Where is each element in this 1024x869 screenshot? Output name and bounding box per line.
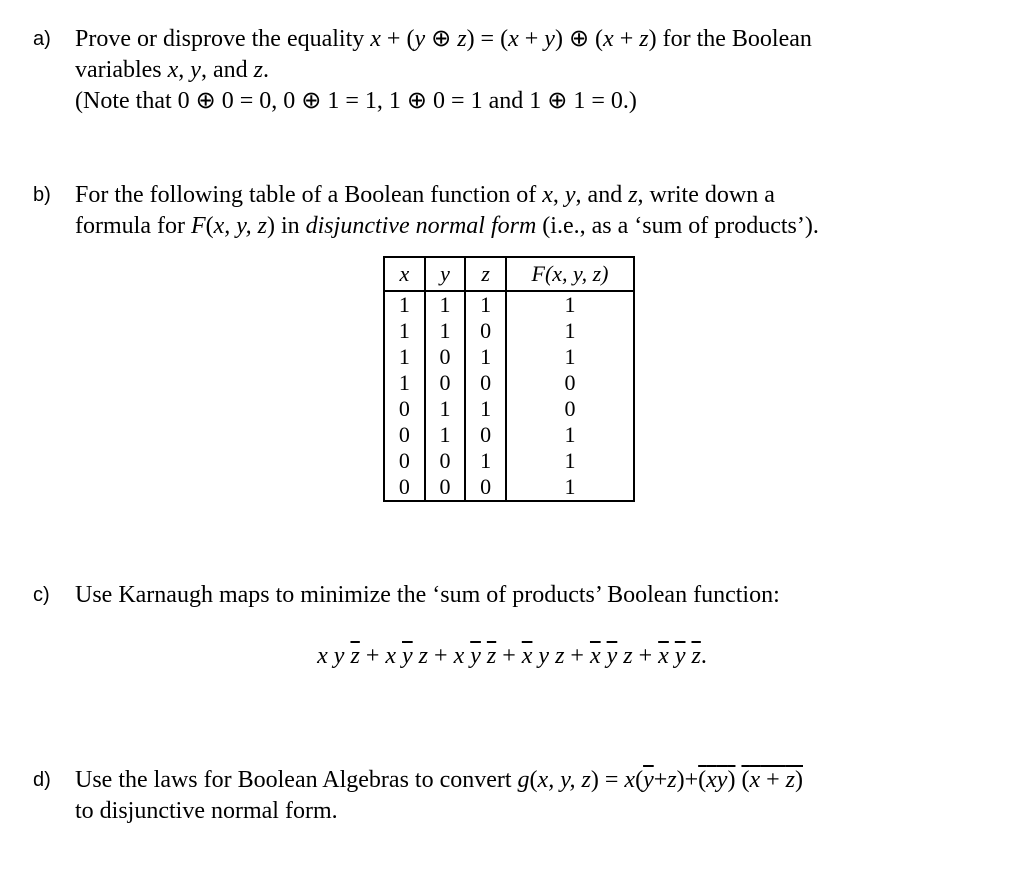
text-segment: ) = ( (466, 26, 509, 52)
text-segment: Prove or disprove the equality (75, 26, 371, 52)
text-segment: x (167, 57, 179, 83)
text-segment: $\overline{y}$ (716, 767, 728, 793)
text-segment: $\overline{y}$ (470, 643, 481, 669)
table-cell: 1 (506, 344, 634, 370)
text-segment: $\overline{z}$ (785, 767, 795, 793)
text-segment: )+ (676, 767, 699, 793)
table-cell: 0 (384, 474, 425, 501)
table-cell: 1 (384, 318, 425, 344)
text-segment: $\overline{y}$ (674, 643, 686, 669)
table-cell: 0 (425, 448, 466, 474)
table-cell: 1 (384, 291, 425, 318)
table-row (384, 370, 634, 396)
table-cell: 0 (384, 422, 425, 448)
sop-formula (0, 641, 1024, 671)
text-segment: x (508, 26, 519, 52)
part-d-label: d) (33, 769, 51, 791)
table-cell: 1 (384, 344, 425, 370)
text-segment: + ( (380, 26, 415, 52)
text-segment: ) ⊕ ( (554, 26, 604, 52)
table-row (384, 291, 634, 318)
table-cell: 0 (465, 474, 506, 501)
text-segment: + (760, 767, 786, 793)
text-segment: + (632, 643, 659, 669)
text-segment: $\overline{x}$ (706, 767, 717, 793)
text-segment: z (617, 643, 633, 669)
table-cell: 1 (425, 422, 466, 448)
part-b-label: b) (33, 184, 51, 206)
text-segment: y (544, 26, 555, 52)
text-segment: disjunctive normal form (305, 213, 537, 239)
text-segment: + (613, 26, 640, 52)
table-cell: 1 (384, 370, 425, 396)
table-cell: 0 (465, 370, 506, 396)
text-segment: z (667, 767, 677, 793)
part-a-line (75, 55, 269, 85)
text-segment: ( (741, 767, 750, 793)
text-segment: + (518, 26, 545, 52)
table-cell: 0 (465, 422, 506, 448)
table-cell: 0 (425, 370, 466, 396)
text-segment: Use the laws for Boolean Algebras to convert (75, 767, 518, 793)
part-a-line (75, 86, 637, 116)
text-segment: ) = (590, 767, 625, 793)
text-segment: ) (727, 767, 736, 793)
text-segment: x y (317, 643, 351, 669)
text-segment: x (624, 767, 636, 793)
table-row (384, 448, 634, 474)
text-segment: , and (200, 57, 254, 83)
text-segment: $\overline{y}$ (643, 767, 654, 793)
text-segment: $\overline{z}$ (486, 643, 497, 669)
text-segment: Use Karnaugh maps to minimize the ‘sum of products’ Boolean function: (75, 582, 780, 608)
header-z: z (465, 257, 506, 291)
text-segment: + (359, 643, 386, 669)
part-d-line (75, 796, 338, 826)
text-segment: z (628, 182, 638, 208)
table-cell: 1 (465, 344, 506, 370)
table-cell: 0 (465, 318, 506, 344)
text-segment: + (653, 767, 668, 793)
part-b-line (75, 211, 819, 241)
table-row (384, 344, 634, 370)
text-segment: z (457, 26, 467, 52)
table-cell: 1 (506, 291, 634, 318)
text-segment: $\overline{x}$ (658, 643, 669, 669)
text-segment: g (517, 767, 530, 793)
text-segment: ) (795, 767, 803, 793)
text-segment: x (370, 26, 381, 52)
table-cell: 1 (465, 448, 506, 474)
table-cell: 1 (506, 448, 634, 474)
header-f: F(x, y, z) (506, 257, 634, 291)
text-segment: $\overline{z}$ (350, 643, 360, 669)
text-segment: , (552, 182, 565, 208)
text-segment: z (412, 643, 429, 669)
part-a-line (75, 24, 812, 54)
text-segment: variables (75, 57, 168, 83)
text-segment: $\overline{y}$ (402, 643, 413, 669)
part-c-label: c) (33, 584, 50, 606)
text-segment: to disjunctive normal form. (75, 798, 338, 824)
text-segment: $\overline{x}$ (749, 767, 761, 793)
text-segment: (Note that 0 ⊕ 0 = 0, 0 ⊕ 1 = 1, 1 ⊕ 0 = 1 and 1 ⊕ 1 = 0.) (75, 88, 637, 114)
text-segment: y (414, 26, 426, 52)
table-cell: 1 (506, 422, 634, 448)
truth-table (383, 256, 635, 502)
text-segment: (i.e., as a ‘sum of products’). (536, 213, 819, 239)
table-cell: 1 (506, 474, 634, 501)
text-segment: For the following table of a Boolean function of (75, 182, 543, 208)
text-segment: x (603, 26, 614, 52)
text-segment: ⊕ (425, 26, 458, 52)
text-segment: . (262, 57, 269, 83)
text-segment: x, y, z (537, 767, 591, 793)
text-segment: + (564, 643, 590, 669)
text-segment: , write down a (637, 182, 775, 208)
text-segment: x (385, 643, 403, 669)
table-row (384, 396, 634, 422)
text-segment: ( (529, 767, 538, 793)
text-segment: $\overline{y}$ (606, 643, 618, 669)
table-cell: 0 (384, 396, 425, 422)
part-a-label: a) (33, 28, 51, 50)
part-d-line (75, 765, 803, 795)
table-cell: 0 (506, 370, 634, 396)
text-segment: y (190, 57, 201, 83)
table-cell: 1 (465, 291, 506, 318)
text-segment: + (496, 643, 522, 669)
text-segment: ( (698, 767, 707, 793)
text-segment: z (639, 26, 649, 52)
table-cell: 1 (425, 291, 466, 318)
text-segment: ( (635, 767, 644, 793)
part-b-line (75, 180, 775, 210)
text-segment: y (564, 182, 576, 208)
table-cell: 1 (425, 318, 466, 344)
header-y: y (425, 257, 466, 291)
table-row (384, 474, 634, 501)
table-cell: 0 (506, 396, 634, 422)
text-segment: z (253, 57, 263, 83)
text-segment: x (453, 643, 471, 669)
text-segment: $\overline{z}$ (691, 643, 701, 669)
text-segment: . (700, 643, 707, 669)
table-row (384, 422, 634, 448)
text-segment: y z (532, 643, 565, 669)
text-segment: ) for the Boolean (648, 26, 812, 52)
table-cell: 0 (425, 474, 466, 501)
table-cell: 1 (465, 396, 506, 422)
table-cell: 0 (425, 344, 466, 370)
header-x: x (384, 257, 425, 291)
table-cell: 0 (384, 448, 425, 474)
text-segment: ( (205, 213, 214, 239)
text-segment: $\overline{x}$ (589, 643, 601, 669)
text-segment: $\overline{x}$ (521, 643, 533, 669)
text-segment: formula for (75, 213, 191, 239)
table-cell: 1 (506, 318, 634, 344)
part-c-line (75, 580, 780, 610)
table-row (384, 318, 634, 344)
text-segment: x, y, z (213, 213, 267, 239)
text-segment: ) in (266, 213, 306, 239)
text-segment: F (190, 213, 206, 239)
table-cell: 1 (425, 396, 466, 422)
text-segment: , and (575, 182, 629, 208)
text-segment: , (178, 57, 191, 83)
text-segment: x (542, 182, 553, 208)
text-segment: + (428, 643, 454, 669)
